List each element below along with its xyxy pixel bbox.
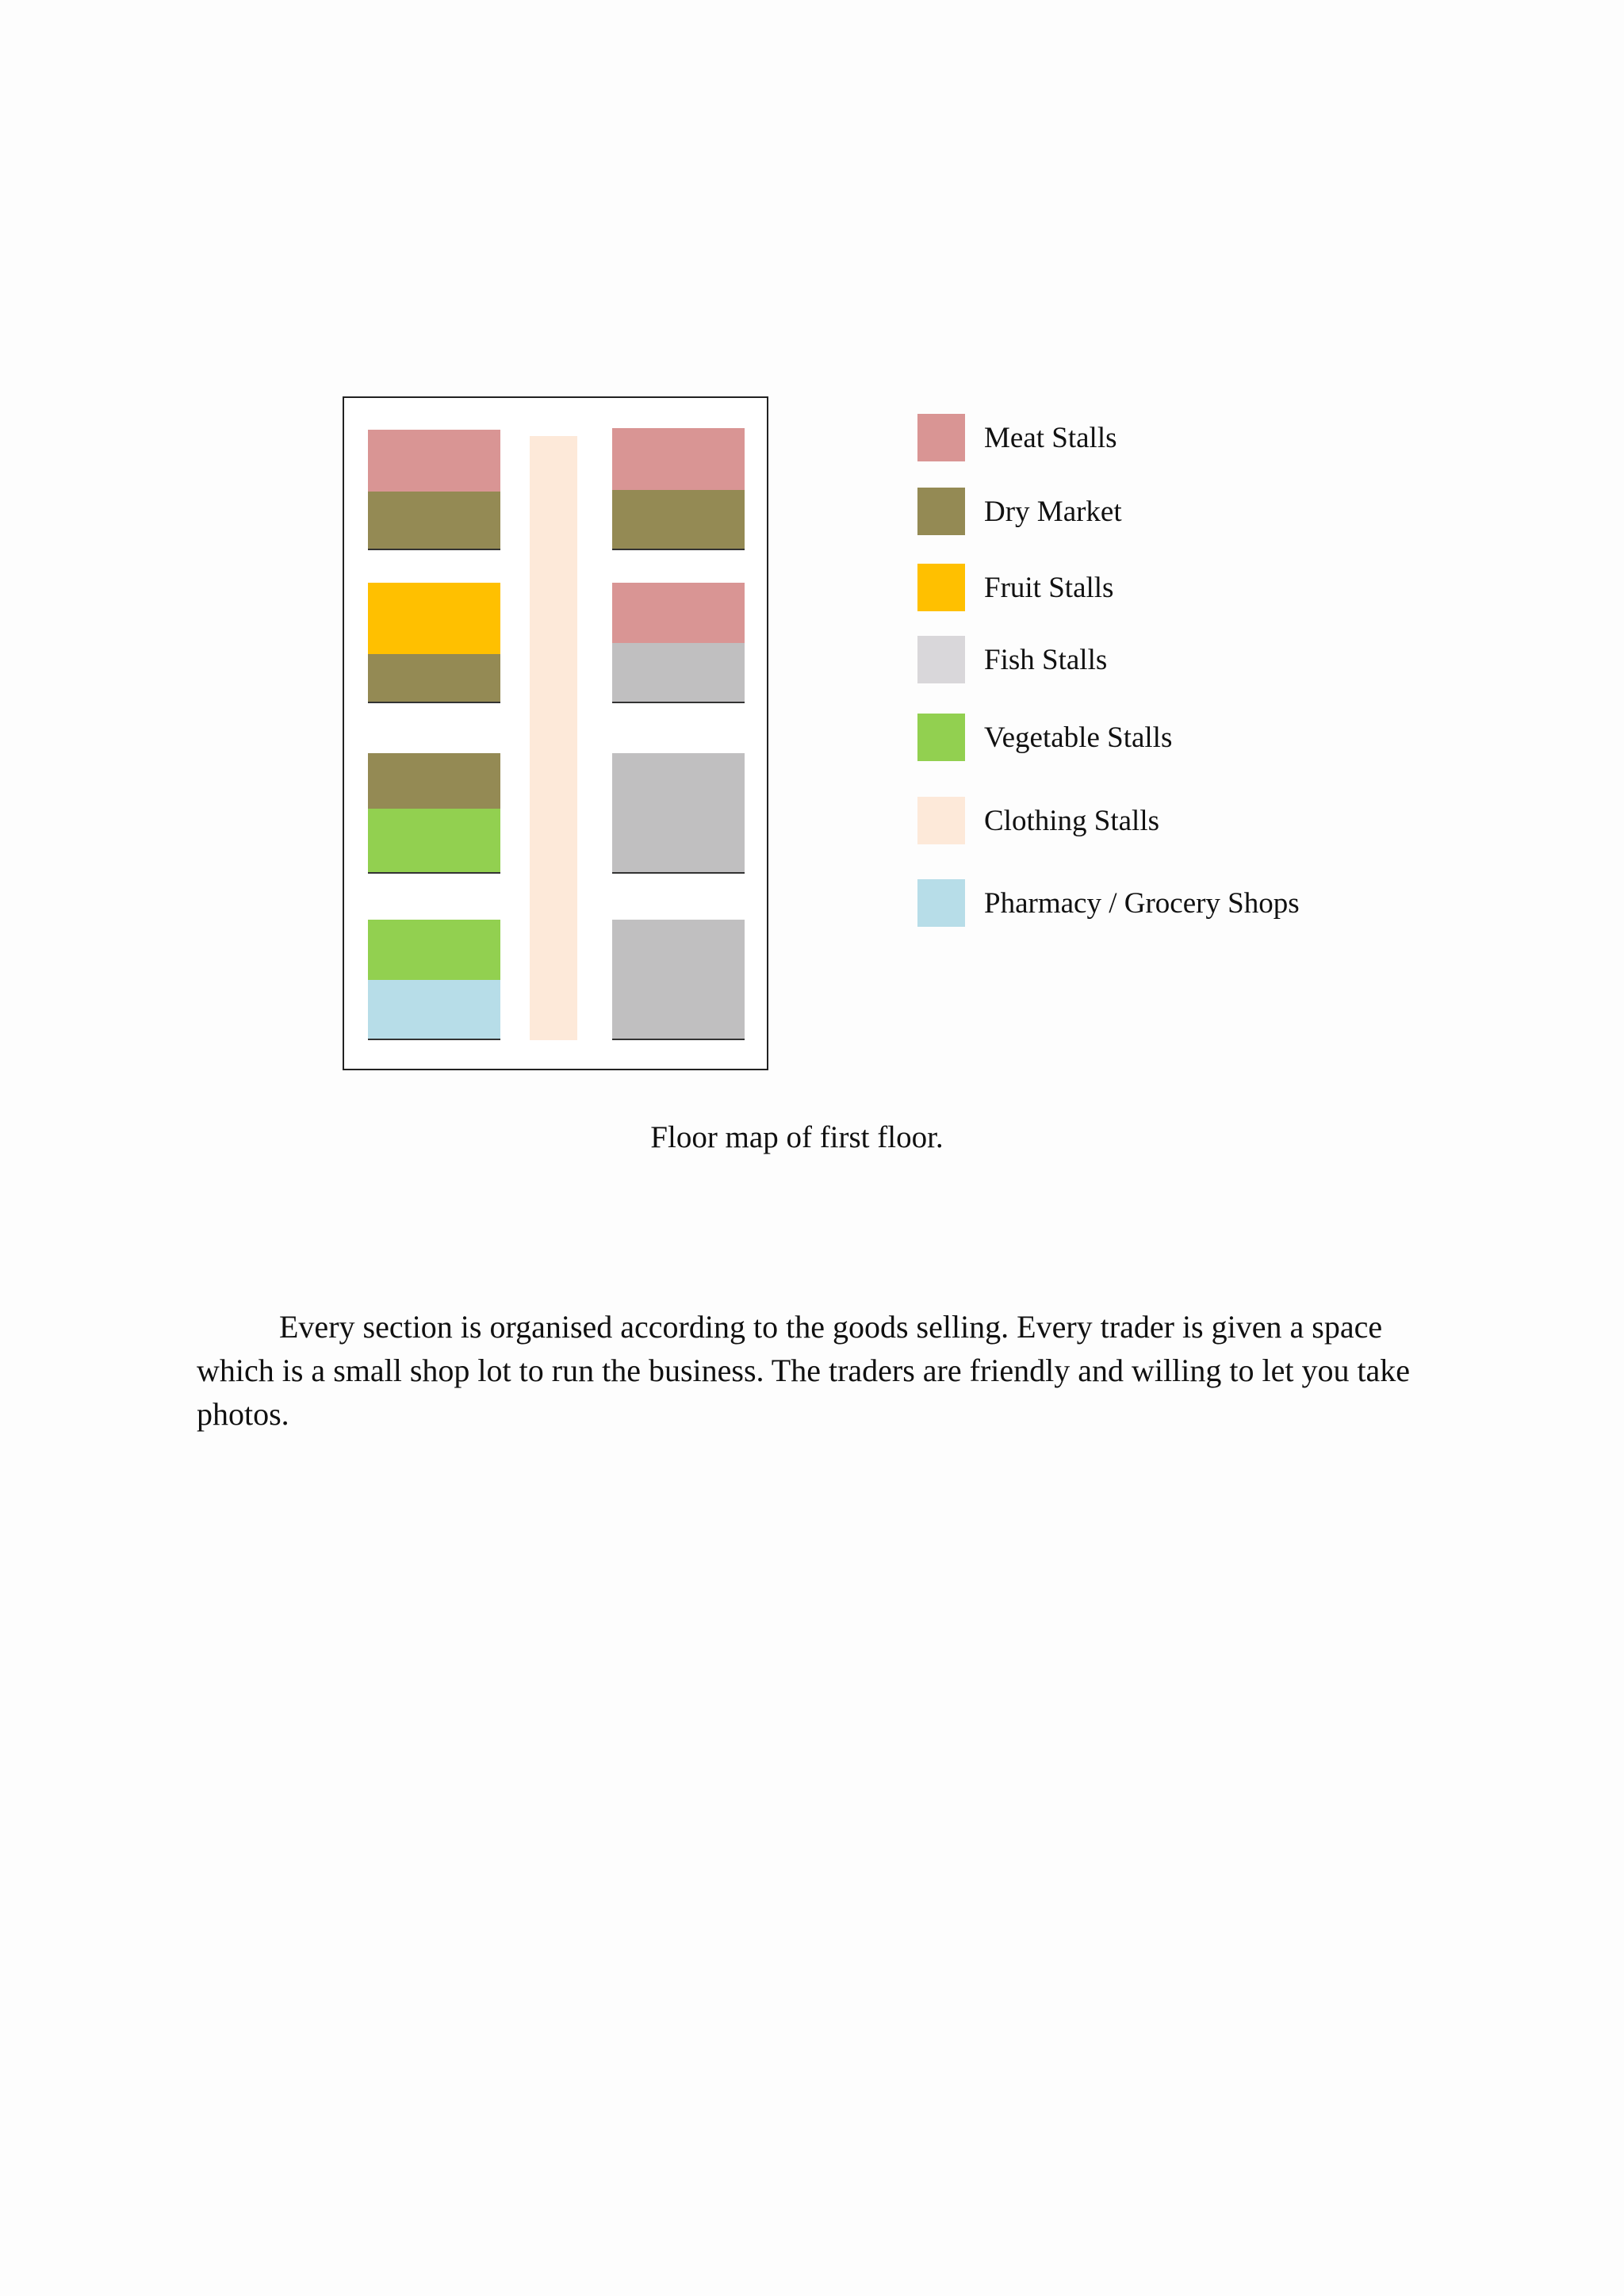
legend-item-meat <box>917 414 1117 461</box>
stall-part-fish <box>612 753 745 872</box>
stall-part-fish <box>612 920 745 1039</box>
stall-left-2 <box>368 583 500 703</box>
stall-left-3 <box>368 753 500 874</box>
stall-part-pharmacy <box>368 980 500 1039</box>
stall-part-vegetable <box>368 920 500 980</box>
stall-right-4 <box>612 920 745 1040</box>
legend-label-vegetable: Vegetable Stalls <box>984 721 1173 754</box>
stall-part-meat <box>612 583 745 643</box>
stall-right-3 <box>612 753 745 874</box>
stall-left-4 <box>368 920 500 1040</box>
legend-item-pharmacy <box>917 879 1300 927</box>
legend-label-pharmacy: Pharmacy / Grocery Shops <box>984 886 1300 920</box>
stall-part-fruit <box>368 583 500 654</box>
stall-right-2 <box>612 583 745 703</box>
legend-label-clothing: Clothing Stalls <box>984 804 1160 837</box>
legend-swatch-pharmacy <box>917 879 965 927</box>
clothing-aisle <box>530 436 577 1040</box>
floor-map <box>343 396 768 1070</box>
figure-caption: Floor map of first floor. <box>650 1120 944 1154</box>
stall-right-1 <box>612 428 745 550</box>
stall-part-dry <box>612 490 745 549</box>
legend-label-fish: Fish Stalls <box>984 643 1108 676</box>
body-paragraph: Every section is organised according to the goods selling. Every trader is given a space which is a small shop lot to run the business. The traders are friendly and willing to let you take photos. <box>197 1309 1411 1432</box>
legend-label-dry: Dry Market <box>984 495 1122 528</box>
legend-item-fish <box>917 636 1107 683</box>
stall-left-1 <box>368 430 500 550</box>
stall-part-meat <box>612 428 745 490</box>
legend-swatch-dry <box>917 488 965 535</box>
legend-swatch-clothing <box>917 797 965 844</box>
legend-swatch-vegetable <box>917 714 965 761</box>
legend-item-fruit <box>917 564 1113 611</box>
legend-swatch-fruit <box>917 564 965 611</box>
legend-label-meat: Meat Stalls <box>984 421 1117 454</box>
legend-swatch-meat <box>917 414 965 461</box>
legend-swatch-fish <box>917 636 965 683</box>
legend-label-fruit: Fruit Stalls <box>984 571 1114 604</box>
legend-item-clothing <box>917 797 1159 844</box>
stall-part-meat <box>368 430 500 492</box>
stall-part-vegetable <box>368 809 500 872</box>
legend-item-vegetable <box>917 714 1172 761</box>
stall-part-dry <box>368 492 500 549</box>
stall-part-fish <box>612 643 745 702</box>
stall-part-dry <box>368 753 500 809</box>
legend-item-dry <box>917 488 1122 535</box>
stall-part-dry <box>368 654 500 702</box>
